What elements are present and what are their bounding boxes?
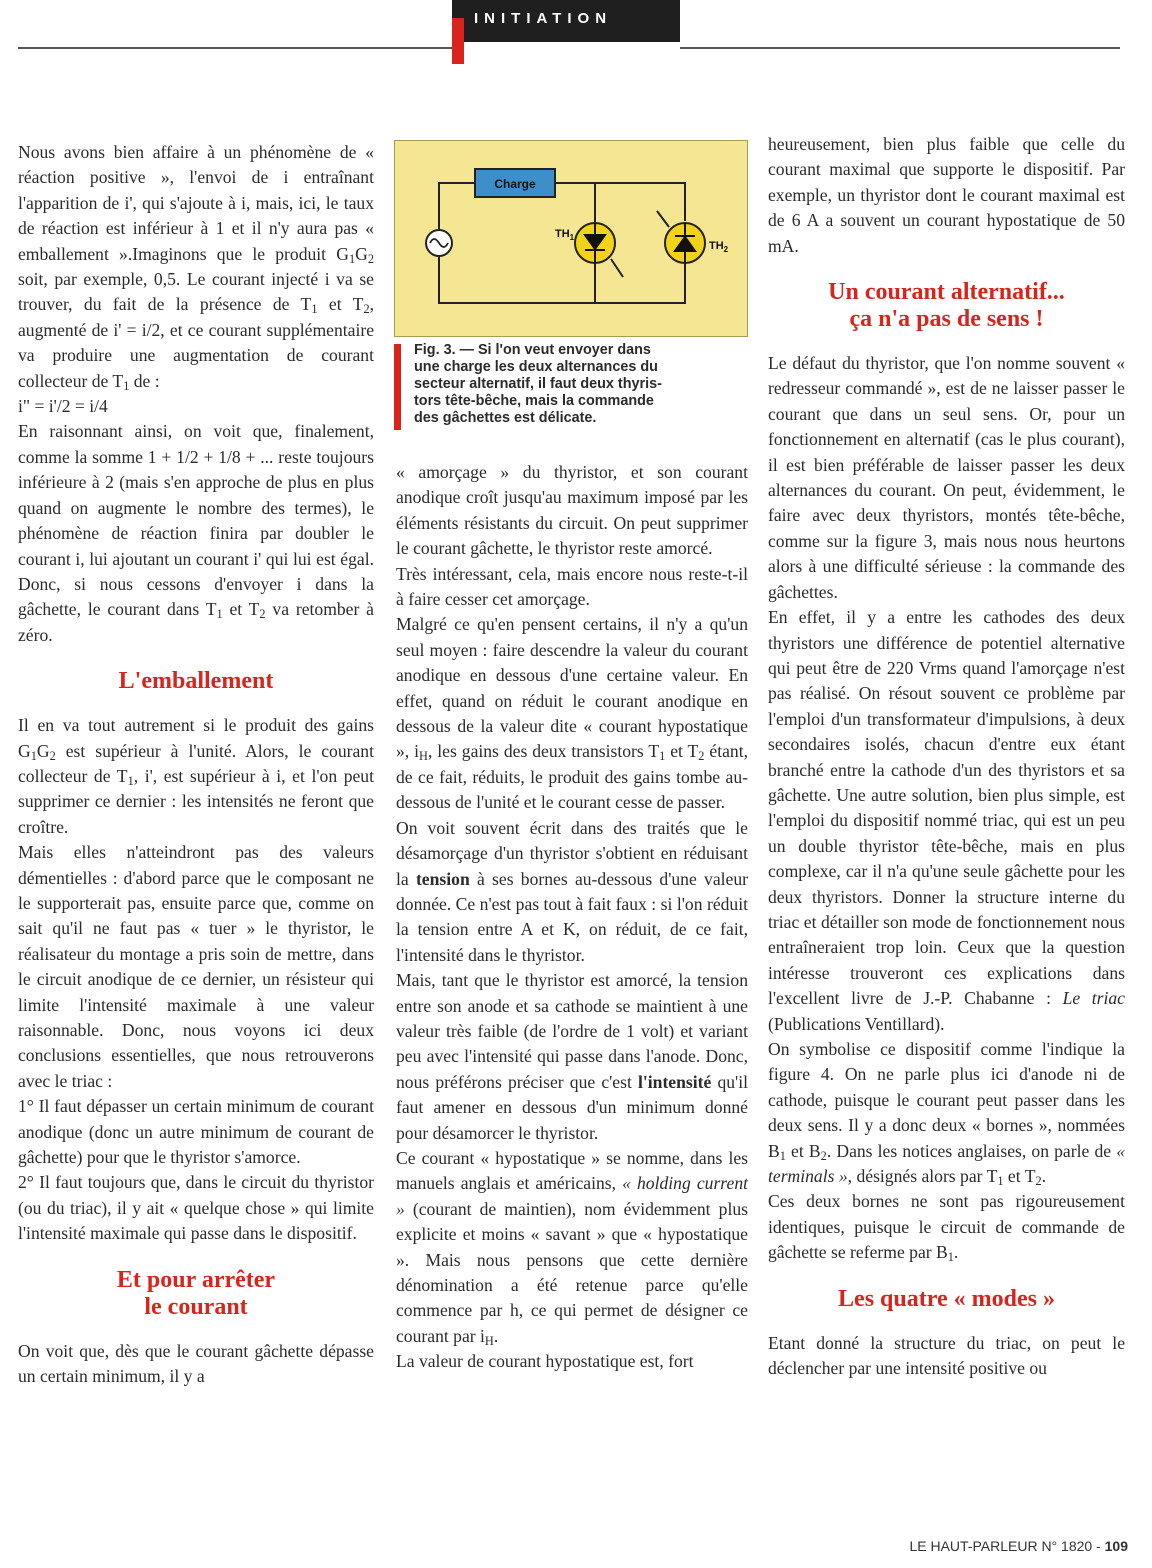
- paragraph: 1° Il faut dépasser un certain minimum de courant anodique (donc un autre minimum de courant de gâchette) pour que le thyristor s'amorce.: [18, 1096, 374, 1168]
- paragraph: Le défaut du thyristor, que l'on nomme souvent « redresseur commandé », est de ne laisser passer le courant que dans un seul sens. Or, pour un fonctionnement en alternatif (cas le plus courant), il est bien préférable de laisser passer les deux alternances du courant. On peut, évidemment, le faire avec deux thyristors, montés tête-bêche, comme sur la figure 3, mais nous nous heurtons alors à une difficulté sérieuse : la commande des gâchettes.: [768, 353, 1125, 602]
- paragraph: On voit souvent écrit dans des traités que le désamorçage d'un thyristor s'obtient en réduisant la tension à ses bornes au-dessous d'une valeur donnée. Ce n'est pas tout à fait faux : si l'on réduit la tension entre A et K, on réduit, de ce fait, l'intensité dans le thyristor.: [396, 817, 748, 965]
- column-1: [18, 140, 374, 1389]
- paragraph: Malgré ce qu'en pensent certains, il n'y a qu'un seul moyen : faire descendre la valeur du courant anodique en dessous d'une certaine valeur. En effet, quand on réduit le courant anodique en dessous de la valeur dite « courant hypostatique », $i_H$, les gains des deux transistors $T_1$ et $T_2$ étant, de ce fait, réduits, le produit des gains tombe au-dessous de l'unité et le courant cesse de passer.: [396, 614, 748, 813]
- paragraph: Mais, tant que le thyristor est amorcé, la tension entre son anode et sa cathode se maintient à une valeur très faible (de l'ordre de 1 volt) et variant peu avec l'intensité qui passe dans l'anode. Donc, nous préférons préciser que c'est l'intensité qu'il faut amener en dessous d'un minimum donné pour désamorcer le thyristor.: [396, 970, 748, 1143]
- header-rule-left: [18, 47, 454, 49]
- paragraph: Très intéressant, cela, mais encore nous reste-t-il à faire cesser cet amorçage.: [396, 563, 748, 610]
- paragraph: Ce courant « hypostatique » se nomme, dans les manuels anglais et américains, « holding current » (courant de maintien), nom évidemment plus explicite et moins « savant » que « hypostatique ». Mais nous pensons que cette dernière dénomination a été retenue parce qu'elle commence par h, ce qui permet de désigner ce courant par $i_H$.: [396, 1147, 748, 1348]
- heading-emballement: L'emballement: [118, 668, 274, 695]
- paragraph: 2° Il faut toujours que, dans le circuit du thyristor (ou du triac), il y ait « quelque chose » qui limite l'intensité maximale qui passe dans le dispositif.: [18, 1172, 374, 1244]
- heading-quatre-modes: Les quatre « modes »: [838, 1285, 1055, 1312]
- figure-3: [394, 140, 748, 337]
- paragraph: heureusement, bien plus faible que celle du courant maximal que supporte le dispositif. Par exemple, un thyristor dont le courant maximal est de 6 A a souvent un courant hypostatique de 50 mA.: [768, 134, 1125, 256]
- heading-arreter: Et pour arrêter le courant: [116, 1266, 276, 1320]
- page-number: 109: [1104, 1538, 1128, 1554]
- formula: i" = i'/2 = i/4: [18, 396, 108, 417]
- paragraph: Etant donné la structure du triac, on peut le déclencher par une intensité positive ou: [768, 1332, 1125, 1379]
- paragraph: Ces deux bornes ne sont pas rigoureusement identiques, puisque le circuit de commande de gâchette se referme par $B_1$.: [768, 1191, 1125, 1265]
- section-title: INITIATION: [474, 10, 613, 27]
- charge-label: Charge: [494, 177, 536, 191]
- column-3: [768, 132, 1125, 1381]
- caption-text: Fig. 3. — Si l'on veut envoyer dans une charge les deux alternances du secteur alternatif, il faut deux thyris- tors tête-bêche, mais la commande des gâchettes est délicate.: [414, 342, 662, 426]
- paragraph: « amorçage » du thyristor, et son courant anodique croît jusqu'au maximum imposé par les éléments résistants du circuit. On peut supprimer le courant gâchette, le thyristor reste amorcé.: [396, 462, 748, 559]
- paragraph: On voit que, dès que le courant gâchette dépasse un certain minimum, il y a: [18, 1340, 374, 1387]
- circuit-diagram: [395, 141, 747, 336]
- th2-label: $TH_2$: [709, 240, 729, 254]
- column-2: [396, 460, 748, 1375]
- page-footer: LE HAUT-PARLEUR N° 1820 - 109: [909, 1538, 1128, 1554]
- paragraph: Nous avons bien affaire à un phénomène de « réaction positive », l'envoi de i entraînant l'apparition de i', qui s'ajoute à i, mais, ici, le taux de réaction est inférieur à 1 et il n'y aura pas « emballement ».Imaginons que le produit $G_1G_2$ soit, par exemple, 0,5. Le courant injecté i va se trouver, du fait de la présence de $T_1$ et $T_2$, augmenté de i' = i/2, et ce courant supplémentaire va produire une augmentation de courant collecteur de $T_1$ de :: [18, 142, 374, 393]
- section-tab-accent: [452, 18, 464, 64]
- paragraph: En raisonnant ainsi, on voit que, finalement, comme la somme 1 + 1/2 + 1/8 + ... reste toujours inférieure à 2 (mais s'en approche de plus en plus quand on augmente le nombre des termes), le phénomène de réaction finira par doubler le courant i, lui ajoutant un courant i' qui lui est égal. Donc, si nous cessons d'envoyer i dans la gâchette, le courant dans $T_1$ et $T_2$ va retomber à zéro.: [18, 421, 374, 645]
- paragraph: Il en va tout autrement si le produit des gains $G_1G_2$ est supérieur à l'unité. Alors, le courant collecteur de $T_1$, i', est supérieur à i, et l'on peut supprimer ce dernier : les intensités ne feront que croître.: [18, 715, 374, 837]
- th1-label: $TH_1$: [555, 228, 575, 242]
- figure-caption: [394, 342, 746, 430]
- header-rule-right: [680, 47, 1120, 49]
- heading-courant-alternatif: Un courant alternatif... ça n'a pas de sens !: [828, 279, 1065, 333]
- paragraph: Mais elles n'atteindront pas des valeurs démentielles : d'abord parce que le composant ne le supporterait pas, ensuite parce que, comme on sait qu'il ne faut pas « tuer » le thyristor, le réalisateur du montage a pris soin de mettre, dans le circuit anodique de ce dernier, un résisteur qui limite l'intensité maximale à une valeur raisonnable. Donc, nous voyons ici deux conclusions essentielles, que nous retrouverons avec le triac :: [18, 842, 374, 1091]
- caption-accent-bar: [394, 344, 401, 430]
- paragraph: On symbolise ce dispositif comme l'indique la figure 4. On ne parle plus ici d'anode ni de cathode, puisque le courant peut passer dans les deux sens. Il y a donc deux « bornes », nommées $B_1$ et $B_2$. Dans les notices anglaises, on parle de « terminals », désignés alors par $T_1$ et $T_2$.: [768, 1039, 1126, 1189]
- paragraph: En effet, il y a entre les cathodes des deux thyristors une différence de potentiel alternative qui peut être de 220 Vrms quand l'amorçage n'est pas réalisé. On résout souvent ce problème par l'emploi d'un transformateur d'impulsions, à deux secondaires isolés, chacun d'entre eux étant branché entre la cathode d'un des thyristors et sa gâchette. Une autre solution, bien plus simple, est l'emploi du dispositif nommé triac, qui est un peu un double thyristor tête-bêche, mais en plus complexe, car il n'a qu'une seule gâchette pour les deux thyristors. Donner la structure interne du triac et détailler son mode de fonctionnement nous entraîneraient trop loin. Ceux que la question intéresse trouveront ces explications dans l'excellent livre de J.-P. Chabanne : Le triac (Publications Ventillard).: [768, 607, 1125, 1034]
- paragraph: La valeur de courant hypostatique est, fort: [396, 1351, 694, 1372]
